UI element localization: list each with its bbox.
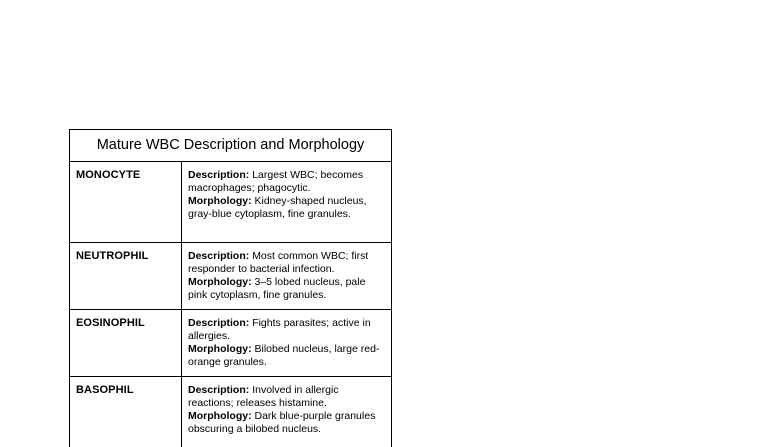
description-label: Description:	[188, 317, 250, 329]
morphology-text: Dark blue-purple granules obscuring a bilobed nucleus.	[188, 410, 376, 435]
morphology-text: Bilobed nucleus, large red-orange granules.	[188, 343, 380, 368]
table-row	[70, 377, 391, 447]
description-label: Description:	[188, 384, 250, 396]
cell-type-name: NEUTROPHIL	[70, 243, 182, 309]
morphology-label: Morphology:	[188, 276, 252, 288]
table-row	[70, 310, 391, 377]
morphology-text: 3–5 lobed nucleus, pale pink cytoplasm, fine granules.	[188, 276, 366, 301]
wbc-table	[69, 129, 392, 447]
morphology-label: Morphology:	[188, 343, 252, 355]
cell-type-name: MONOCYTE	[70, 162, 182, 242]
description-text: Involved in allergic reactions; releases histamine.	[188, 384, 339, 409]
description-label: Description:	[188, 250, 250, 262]
table-row	[70, 243, 391, 310]
cell-type-name: BASOPHIL	[70, 377, 182, 447]
description-text: Fights parasites; active in allergies.	[188, 317, 371, 342]
table-title: Mature WBC Description and Morphology	[70, 130, 391, 162]
cell-description	[182, 243, 391, 309]
description-text: Largest WBC; becomes macrophages; phagocytic.	[188, 169, 364, 194]
cell-type-name: EOSINOPHIL	[70, 310, 182, 376]
cell-description	[182, 377, 391, 447]
description-label: Description:	[188, 169, 250, 181]
description-text: Most common WBC; first responder to bacterial infection.	[188, 250, 369, 275]
morphology-label: Morphology:	[188, 410, 252, 422]
cell-description	[182, 310, 391, 376]
morphology-label: Morphology:	[188, 195, 252, 207]
table-row	[70, 162, 391, 243]
cell-description	[182, 162, 391, 242]
morphology-text: Kidney-shaped nucleus, gray-blue cytoplasm, fine granules.	[188, 195, 367, 220]
